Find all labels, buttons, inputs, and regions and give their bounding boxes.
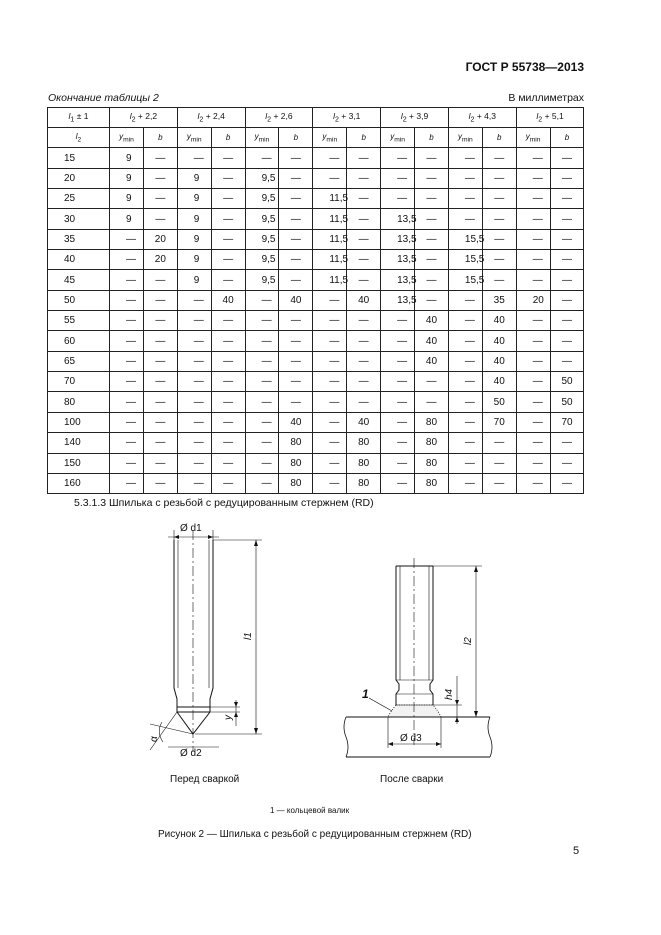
table-cell: — bbox=[110, 453, 144, 473]
table-cell: — bbox=[381, 372, 415, 392]
table-cell: — bbox=[347, 311, 381, 331]
table-cell: — bbox=[381, 189, 415, 209]
table-cell: — bbox=[143, 270, 177, 290]
table-cell: — bbox=[279, 168, 313, 188]
table-cell: — bbox=[482, 453, 516, 473]
table-cell: — bbox=[482, 250, 516, 270]
table-cell: — bbox=[415, 250, 449, 270]
table-cell: 80 bbox=[347, 433, 381, 453]
table-cell: — bbox=[245, 148, 279, 168]
table-cell: 9 bbox=[177, 229, 211, 249]
table-cell: — bbox=[550, 453, 584, 473]
caption-before-welding: Перед сваркой bbox=[170, 774, 240, 785]
table-cell: 9,5 bbox=[245, 189, 279, 209]
table-cell: 80 bbox=[347, 473, 381, 493]
table-cell: — bbox=[448, 412, 482, 432]
table-cell: — bbox=[516, 392, 550, 412]
table-cell: — bbox=[279, 148, 313, 168]
table-cell: — bbox=[110, 392, 144, 412]
table-cell: — bbox=[448, 189, 482, 209]
label-d3: Ø d3 bbox=[400, 733, 422, 744]
table-cell: 40 bbox=[279, 290, 313, 310]
table-cell: 15,5 bbox=[448, 250, 482, 270]
table-cell: — bbox=[550, 331, 584, 351]
table-cell: — bbox=[516, 270, 550, 290]
table-units: В миллиметрах bbox=[508, 92, 584, 104]
table-cell: — bbox=[448, 331, 482, 351]
table-cell: — bbox=[381, 412, 415, 432]
row-label: 65 bbox=[48, 351, 110, 371]
table-cell: — bbox=[211, 250, 245, 270]
table-cell: — bbox=[110, 270, 144, 290]
label-d2: Ø d2 bbox=[180, 748, 202, 759]
header-ymin: $y_{min}$ bbox=[313, 128, 347, 148]
row-label: 40 bbox=[48, 250, 110, 270]
table-cell: — bbox=[550, 189, 584, 209]
header-group-1: $l_2 + 2,2$ bbox=[110, 108, 178, 128]
table-cell: — bbox=[211, 148, 245, 168]
header-ymin: $y_{min}$ bbox=[381, 128, 415, 148]
table-cell: — bbox=[211, 453, 245, 473]
table-cell: — bbox=[313, 311, 347, 331]
table-cell: — bbox=[347, 392, 381, 412]
table-cell: — bbox=[143, 433, 177, 453]
table-cell: 80 bbox=[347, 453, 381, 473]
table-cell: 80 bbox=[415, 473, 449, 493]
table-cell: — bbox=[279, 392, 313, 412]
table-cell: — bbox=[516, 331, 550, 351]
table-cell: — bbox=[110, 290, 144, 310]
header-b: b bbox=[415, 128, 449, 148]
table-cell: 40 bbox=[211, 290, 245, 310]
table-cell: — bbox=[143, 372, 177, 392]
table-cell: 35 bbox=[482, 290, 516, 310]
table-cell: — bbox=[415, 372, 449, 392]
table-cell: 40 bbox=[347, 290, 381, 310]
table-cell: 9,5 bbox=[245, 168, 279, 188]
table-cell: — bbox=[177, 351, 211, 371]
table-cell: — bbox=[313, 331, 347, 351]
table-cell: 9,5 bbox=[245, 209, 279, 229]
table-cell: — bbox=[177, 311, 211, 331]
table-cell: — bbox=[211, 331, 245, 351]
table-cell: 9 bbox=[177, 209, 211, 229]
table-cell: — bbox=[550, 473, 584, 493]
table-cell: — bbox=[110, 433, 144, 453]
header-l1: $l_1 \pm 1$ bbox=[48, 108, 110, 128]
header-b: b bbox=[279, 128, 313, 148]
table-cell: — bbox=[482, 189, 516, 209]
table-cell: — bbox=[279, 209, 313, 229]
table-cell: — bbox=[448, 351, 482, 371]
table-cell: — bbox=[516, 473, 550, 493]
table-cell: — bbox=[550, 290, 584, 310]
table-cell: 40 bbox=[482, 372, 516, 392]
table-cell: — bbox=[516, 209, 550, 229]
table-cell: — bbox=[211, 311, 245, 331]
table-cell: — bbox=[415, 148, 449, 168]
table-cell: 9 bbox=[110, 148, 144, 168]
header-group-3: $l_2 + 2,6$ bbox=[245, 108, 313, 128]
row-label: 80 bbox=[48, 392, 110, 412]
table-cell: — bbox=[516, 250, 550, 270]
table-cell: — bbox=[415, 392, 449, 412]
table-cell: — bbox=[143, 392, 177, 412]
label-h4: h4 bbox=[444, 688, 455, 700]
table-cell: — bbox=[177, 433, 211, 453]
label-d1: Ø d1 bbox=[180, 523, 202, 534]
table-cell: 50 bbox=[550, 372, 584, 392]
table-cell: — bbox=[415, 270, 449, 290]
table-cell: 11,5 bbox=[313, 229, 347, 249]
header-b: b bbox=[482, 128, 516, 148]
table-cell: 9 bbox=[177, 250, 211, 270]
table-cell: 40 bbox=[415, 351, 449, 371]
table-cell: 40 bbox=[482, 331, 516, 351]
table-cell: — bbox=[245, 453, 279, 473]
table-cell: 80 bbox=[415, 433, 449, 453]
header-b: b bbox=[211, 128, 245, 148]
table-cell: 40 bbox=[482, 351, 516, 371]
table-cell: — bbox=[279, 311, 313, 331]
table-cell: — bbox=[516, 189, 550, 209]
table-cell: — bbox=[143, 331, 177, 351]
table-cell: — bbox=[482, 209, 516, 229]
table-cell: — bbox=[381, 473, 415, 493]
table-cell: — bbox=[516, 412, 550, 432]
table-cell: — bbox=[245, 311, 279, 331]
table-cell: — bbox=[279, 372, 313, 392]
table-cell: — bbox=[381, 168, 415, 188]
table-cell: — bbox=[448, 433, 482, 453]
header-b: b bbox=[347, 128, 381, 148]
header-ymin: $y_{min}$ bbox=[516, 128, 550, 148]
table-cell: — bbox=[381, 453, 415, 473]
table-cell: — bbox=[550, 250, 584, 270]
table-cell: — bbox=[110, 250, 144, 270]
row-label: 45 bbox=[48, 270, 110, 290]
label-callout: 1 bbox=[362, 687, 369, 701]
table-cell: — bbox=[415, 290, 449, 310]
header-group-5: $l_2 + 3,9$ bbox=[381, 108, 449, 128]
table-cell: — bbox=[279, 270, 313, 290]
caption-after-welding: После сварки bbox=[380, 774, 444, 785]
table-cell: — bbox=[347, 229, 381, 249]
table-cell: — bbox=[279, 331, 313, 351]
table-cell: — bbox=[550, 311, 584, 331]
table-cell: — bbox=[110, 412, 144, 432]
table-cell: — bbox=[516, 148, 550, 168]
row-label: 20 bbox=[48, 168, 110, 188]
table-cell: — bbox=[550, 229, 584, 249]
table-cell: — bbox=[381, 351, 415, 371]
header-group-2: $l_2 + 2,4$ bbox=[177, 108, 245, 128]
table-cell: 9 bbox=[177, 189, 211, 209]
table-cell: 9 bbox=[177, 168, 211, 188]
table-cell: — bbox=[177, 290, 211, 310]
table-cell: 11,5 bbox=[313, 250, 347, 270]
table-cell: — bbox=[347, 209, 381, 229]
table-cell: — bbox=[313, 290, 347, 310]
table-cell: 9 bbox=[110, 168, 144, 188]
table-cell: — bbox=[347, 148, 381, 168]
row-label: 100 bbox=[48, 412, 110, 432]
table-cell: — bbox=[381, 392, 415, 412]
table-cell: — bbox=[211, 473, 245, 493]
table-cell: — bbox=[550, 168, 584, 188]
table-cell: 50 bbox=[550, 392, 584, 412]
table-cell: 15,5 bbox=[448, 270, 482, 290]
table-cell: — bbox=[177, 473, 211, 493]
table-cell: — bbox=[313, 392, 347, 412]
label-l1: l1 bbox=[243, 632, 254, 640]
table-cell: — bbox=[313, 453, 347, 473]
table-cell: — bbox=[415, 189, 449, 209]
table-cell: — bbox=[143, 453, 177, 473]
table-cell: — bbox=[516, 168, 550, 188]
table-cell: — bbox=[279, 189, 313, 209]
header-b: b bbox=[143, 128, 177, 148]
table-cell: — bbox=[347, 189, 381, 209]
table-cell: 11,5 bbox=[313, 270, 347, 290]
section-title: 5.3.1.3 Шпилька с резьбой с редуцированным стержнем (RD) bbox=[74, 497, 374, 509]
table-cell: — bbox=[245, 392, 279, 412]
table-cell: — bbox=[347, 351, 381, 371]
table-cell: — bbox=[211, 392, 245, 412]
table-cell: — bbox=[381, 433, 415, 453]
table-cell: — bbox=[448, 453, 482, 473]
row-label: 15 bbox=[48, 148, 110, 168]
table-cell: — bbox=[313, 473, 347, 493]
table-cell: — bbox=[347, 270, 381, 290]
table-cell: — bbox=[110, 331, 144, 351]
table-cell: 15,5 bbox=[448, 229, 482, 249]
table-cell: — bbox=[245, 473, 279, 493]
table-cell: — bbox=[211, 270, 245, 290]
table-cell: — bbox=[448, 148, 482, 168]
table-cell: 9 bbox=[177, 270, 211, 290]
table-cell: — bbox=[313, 168, 347, 188]
table-cell: 40 bbox=[415, 331, 449, 351]
table-cell: — bbox=[279, 351, 313, 371]
figure-legend: 1 — кольцевой валик bbox=[270, 806, 350, 815]
table-cell: — bbox=[245, 372, 279, 392]
table-cell: 9,5 bbox=[245, 250, 279, 270]
header-ymin: $y_{min}$ bbox=[177, 128, 211, 148]
table-cell: — bbox=[211, 209, 245, 229]
header-ymin: $y_{min}$ bbox=[110, 128, 144, 148]
row-label: 55 bbox=[48, 311, 110, 331]
row-label: 150 bbox=[48, 453, 110, 473]
table-cell: — bbox=[482, 270, 516, 290]
table-cell: 9 bbox=[110, 189, 144, 209]
table-cell: — bbox=[211, 372, 245, 392]
header-group-7: $l_2 + 5,1$ bbox=[516, 108, 584, 128]
table-cell: — bbox=[211, 433, 245, 453]
table-cell: — bbox=[177, 453, 211, 473]
table-cell: — bbox=[482, 473, 516, 493]
table-cell: — bbox=[110, 372, 144, 392]
row-label: 160 bbox=[48, 473, 110, 493]
table-cell: — bbox=[143, 189, 177, 209]
table-cell: — bbox=[516, 311, 550, 331]
row-label: 70 bbox=[48, 372, 110, 392]
table-cell: — bbox=[415, 229, 449, 249]
standard-code: ГОСТ Р 55738—2013 bbox=[465, 60, 584, 74]
table-cell: — bbox=[211, 412, 245, 432]
table-cell: — bbox=[448, 392, 482, 412]
header-group-6: $l_2 + 4,3$ bbox=[448, 108, 516, 128]
table-cell: — bbox=[245, 290, 279, 310]
table-cell: — bbox=[381, 148, 415, 168]
table-cell: — bbox=[313, 148, 347, 168]
table-cell: — bbox=[482, 168, 516, 188]
table-cell: 80 bbox=[415, 453, 449, 473]
table-cell: — bbox=[110, 473, 144, 493]
table-cell: — bbox=[110, 351, 144, 371]
table-cell: — bbox=[415, 168, 449, 188]
table-cell: 20 bbox=[143, 250, 177, 270]
table-cell: — bbox=[211, 229, 245, 249]
header-ymin: $y_{min}$ bbox=[245, 128, 279, 148]
table-cell: 80 bbox=[279, 473, 313, 493]
table-cell: — bbox=[550, 433, 584, 453]
table-cell: — bbox=[143, 311, 177, 331]
page-number: 5 bbox=[573, 845, 580, 857]
table-cell: — bbox=[448, 290, 482, 310]
stud-before-welding bbox=[150, 530, 262, 752]
row-label: 140 bbox=[48, 433, 110, 453]
table-cell: — bbox=[448, 372, 482, 392]
table-cell: — bbox=[245, 412, 279, 432]
table-cell: — bbox=[550, 148, 584, 168]
table-cell: — bbox=[482, 229, 516, 249]
table-cell: 20 bbox=[516, 290, 550, 310]
table-cell: 70 bbox=[550, 412, 584, 432]
table-cell: — bbox=[448, 311, 482, 331]
table-cell: — bbox=[448, 209, 482, 229]
table-cell: 13,5 bbox=[381, 290, 415, 310]
table-cell: 13,5 bbox=[381, 209, 415, 229]
table-cell: — bbox=[482, 433, 516, 453]
table-cell: — bbox=[516, 372, 550, 392]
table-cell: — bbox=[110, 229, 144, 249]
table-cell: — bbox=[177, 331, 211, 351]
table-cell: — bbox=[550, 351, 584, 371]
header-l2: $l_2$ bbox=[48, 128, 110, 148]
table-cell: — bbox=[381, 311, 415, 331]
table-cell: — bbox=[110, 311, 144, 331]
table-cell: 13,5 bbox=[381, 229, 415, 249]
table-caption: Окончание таблицы 2 bbox=[48, 92, 159, 104]
label-y: y bbox=[223, 715, 234, 720]
table-cell: — bbox=[313, 372, 347, 392]
table-cell: — bbox=[448, 473, 482, 493]
row-label: 60 bbox=[48, 331, 110, 351]
table-cell: — bbox=[177, 412, 211, 432]
table-cell: — bbox=[211, 168, 245, 188]
table-cell: — bbox=[347, 250, 381, 270]
table-cell: — bbox=[143, 473, 177, 493]
table-cell: — bbox=[245, 351, 279, 371]
table-cell: — bbox=[313, 351, 347, 371]
table-cell: 13,5 bbox=[381, 270, 415, 290]
row-label: 30 bbox=[48, 209, 110, 229]
header-ymin: $y_{min}$ bbox=[448, 128, 482, 148]
table-cell: 70 bbox=[482, 412, 516, 432]
table-cell: — bbox=[143, 148, 177, 168]
stud-after-welding bbox=[344, 558, 492, 757]
table-cell: 50 bbox=[482, 392, 516, 412]
table-cell: — bbox=[143, 290, 177, 310]
table-cell: — bbox=[448, 168, 482, 188]
table-cell: — bbox=[482, 148, 516, 168]
table-cell: — bbox=[516, 453, 550, 473]
table-cell: — bbox=[550, 209, 584, 229]
table-cell: — bbox=[550, 270, 584, 290]
table-cell: — bbox=[143, 168, 177, 188]
table-cell: — bbox=[177, 372, 211, 392]
table-cell: 9,5 bbox=[245, 270, 279, 290]
table-cell: — bbox=[381, 331, 415, 351]
table-cell: 80 bbox=[279, 433, 313, 453]
table-cell: — bbox=[415, 209, 449, 229]
table-cell: 40 bbox=[482, 311, 516, 331]
table-cell: 9,5 bbox=[245, 229, 279, 249]
table-cell: 80 bbox=[415, 412, 449, 432]
table-cell: 13,5 bbox=[381, 250, 415, 270]
header-group-4: $l_2 + 3,1$ bbox=[313, 108, 381, 128]
table-cell: — bbox=[279, 229, 313, 249]
table-cell: — bbox=[279, 250, 313, 270]
header-b: b bbox=[550, 128, 584, 148]
row-label: 50 bbox=[48, 290, 110, 310]
table-cell: 20 bbox=[143, 229, 177, 249]
table-cell: — bbox=[245, 433, 279, 453]
table-cell: — bbox=[347, 372, 381, 392]
table-cell: 11,5 bbox=[313, 189, 347, 209]
label-alpha: α bbox=[149, 736, 160, 742]
table-cell: — bbox=[143, 209, 177, 229]
table-cell: 11,5 bbox=[313, 209, 347, 229]
table-cell: — bbox=[211, 351, 245, 371]
table-cell: — bbox=[245, 331, 279, 351]
label-l2: l2 bbox=[463, 637, 474, 645]
table-cell: 40 bbox=[347, 412, 381, 432]
table-cell: — bbox=[177, 148, 211, 168]
table-cell: — bbox=[211, 189, 245, 209]
table-cell: — bbox=[516, 433, 550, 453]
table-cell: — bbox=[313, 433, 347, 453]
table-cell: 80 bbox=[279, 453, 313, 473]
figure-caption: Рисунок 2 — Шпилька с резьбой с редуцированным стержнем (RD) bbox=[158, 829, 472, 840]
table-cell: — bbox=[143, 351, 177, 371]
table-cell: — bbox=[347, 168, 381, 188]
table-cell: 9 bbox=[110, 209, 144, 229]
row-label: 25 bbox=[48, 189, 110, 209]
table-cell: — bbox=[143, 412, 177, 432]
table-cell: — bbox=[177, 392, 211, 412]
table-cell: — bbox=[347, 331, 381, 351]
table-cell: — bbox=[516, 351, 550, 371]
table-cell: 40 bbox=[415, 311, 449, 331]
table-cell: 40 bbox=[279, 412, 313, 432]
row-label: 35 bbox=[48, 229, 110, 249]
table-cell: — bbox=[516, 229, 550, 249]
table-cell: — bbox=[313, 412, 347, 432]
